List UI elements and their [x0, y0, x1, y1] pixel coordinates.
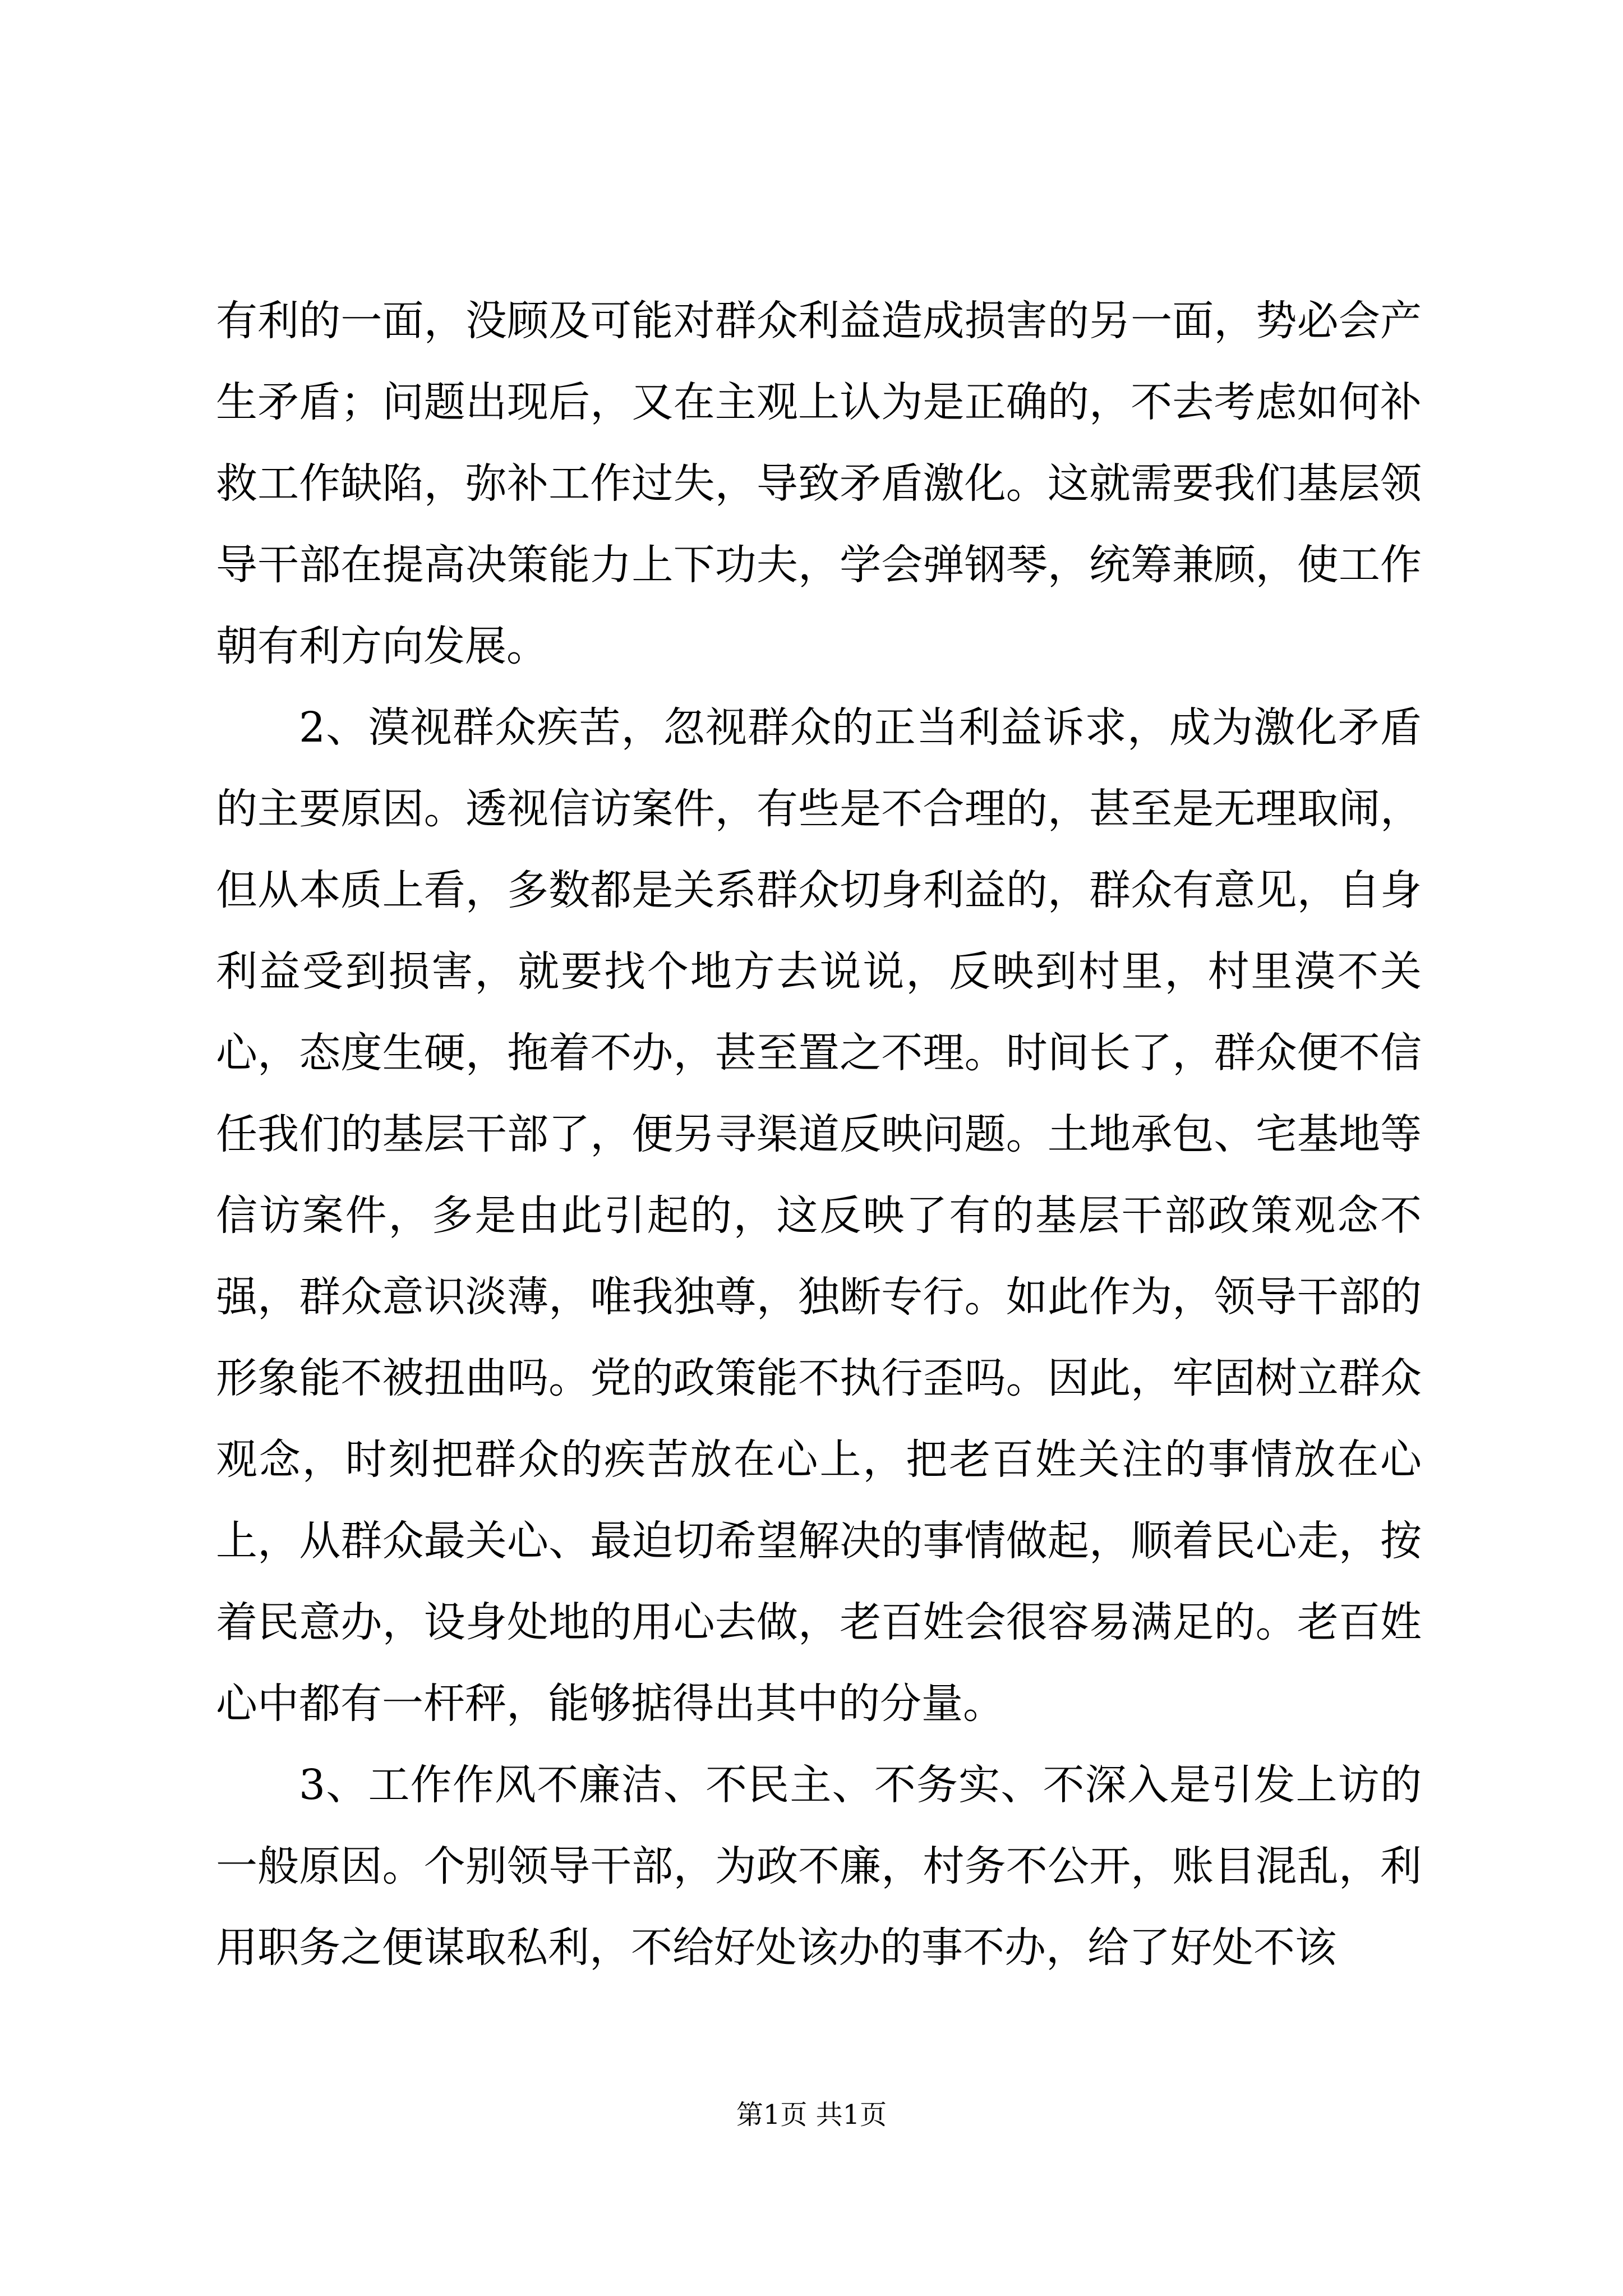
paragraph-item-2: 2、漠视群众疾苦，忽视群众的正当利益诉求，成为激化矛盾的主要原因。透视信访案件，有些是不合理的，甚至是无理取闹，但从本质上看，多数都是关系群众切身利益的，群众有意见，自身利益受到损害，就要找个地方去说说，反映到村里，村里漠不关心，态度生硬，拖着不办，甚至置之不理。时间长了，群众便不信任我们的基层干部了，便另寻渠道反映问题。土地承包、宅基地等信访案件，多是由此引起的，这反映了有的基层干部政策观念不强，群众意识淡薄，唯我独尊，独断专行。如此作为，领导干部的形象能不被扭曲吗。党的政策能不执行歪吗。因此，牢固树立群众观念，时刻把群众的疾苦放在心上，把老百姓关注的事情放在心上，从群众最关心、最迫切希望解决的事情做起，顺着民心走，按着民意办，设身处地的用心去做，老百姓会很容易满足的。老百姓心中都有一杆秤，能够掂得出其中的分量。	[216, 703, 1422, 1728]
paragraph-item-3: 3、工作作风不廉洁、不民主、不务实、不深入是引发上访的一般原因。个别领导干部，为政不廉，村务不公开，账目混乱，利用职务之便谋取私利，不给好处该办的事不办，给了好处不该	[216, 1761, 1422, 1972]
paragraph-continuation: 有利的一面，没顾及可能对群众利益造成损害的另一面，势必会产生矛盾；问题出现后，又在主观上认为是正确的，不去考虑如何补救工作缺陷，弥补工作过失，导致矛盾激化。这就需要我们基层领导干部在提高决策能力上下功夫，学会弹钢琴，统筹兼顾，使工作朝有利方向发展。	[216, 297, 1422, 670]
page-footer: 第1页 共1页	[736, 2099, 887, 2131]
document-body	[216, 280, 1422, 1989]
